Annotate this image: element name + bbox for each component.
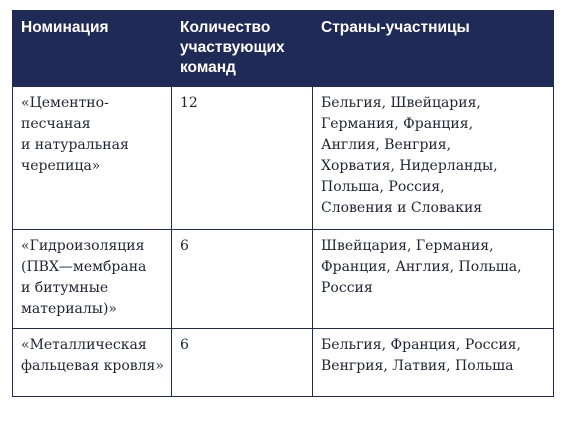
cell-nomination: «Цементно- песчаная и натуральная черепица»	[13, 87, 172, 230]
table-row	[13, 87, 554, 230]
header-countries: Страны-участницы	[313, 11, 554, 87]
competition-table-wrapper	[12, 10, 553, 397]
cell-countries: Швейцария, Германия, Франция, Англия, Польша, Россия	[313, 230, 554, 329]
cell-team-count: 6	[172, 230, 313, 329]
cell-countries: Бельгия, Франция, Россия, Венгрия, Латвия, Польша	[313, 329, 554, 397]
cell-team-count: 6	[172, 329, 313, 397]
cell-nomination: «Гидроизоляция (ПВХ—мембрана и битумные материалы)»	[13, 230, 172, 329]
cell-team-count: 12	[172, 87, 313, 230]
header-team-count: Количество участвующих команд	[172, 11, 313, 87]
header-nomination: Номинация	[13, 11, 172, 87]
table-body	[13, 87, 554, 397]
competition-table	[12, 10, 554, 397]
cell-nomination: «Металлическая фальцевая кровля»	[13, 329, 172, 397]
table-row	[13, 230, 554, 329]
cell-countries: Бельгия, Швейцария, Германия, Франция, Англия, Венгрия, Хорватия, Нидерланды, Польша, Россия, Словения и Словакия	[313, 87, 554, 230]
header-row	[13, 11, 554, 87]
table-row	[13, 329, 554, 397]
table-header	[13, 11, 554, 87]
